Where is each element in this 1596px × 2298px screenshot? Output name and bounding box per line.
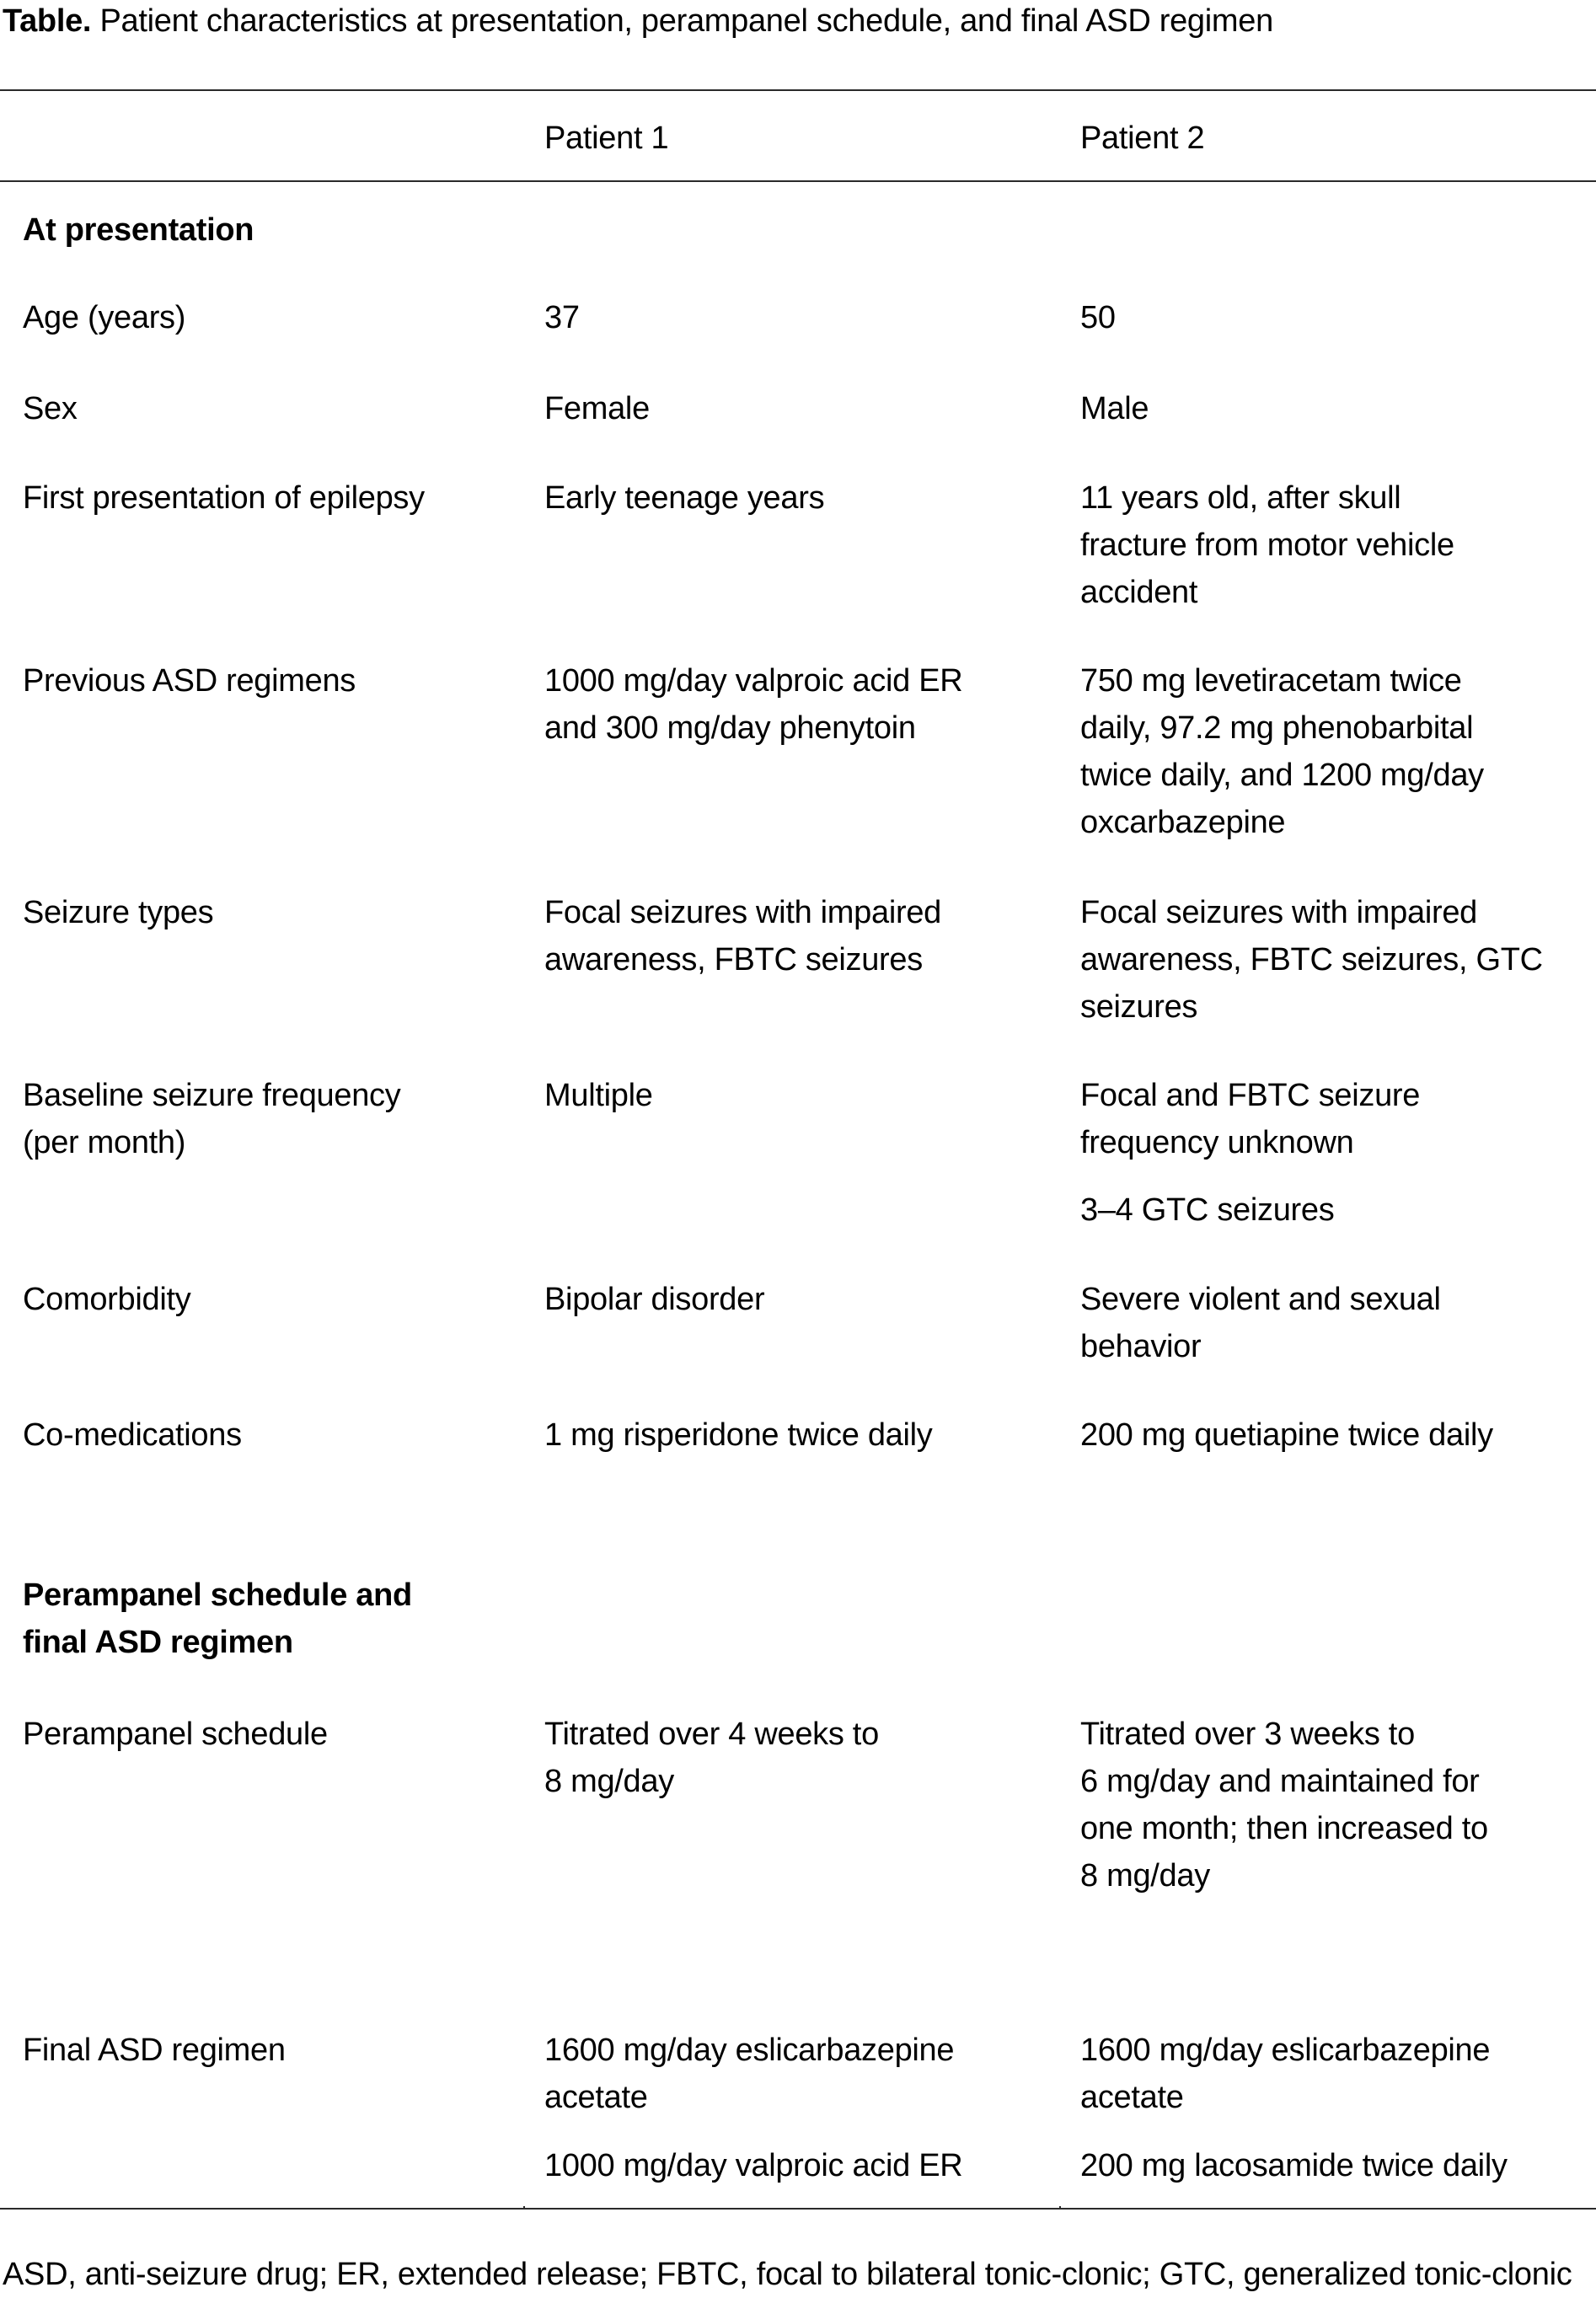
cell-line: 1000 mg/day valproic acid ER	[544, 2148, 963, 2183]
row-label-first-presentation	[23, 474, 425, 522]
cell-line: twice daily, and 1200 mg/day	[1080, 758, 1484, 793]
cell-line: Titrated over 3 weeks to	[1080, 1717, 1415, 1752]
label-line: Baseline seizure frequency	[23, 1078, 401, 1113]
cell-p1-age	[544, 294, 580, 341]
cell-line: 750 mg levetiracetam twice	[1080, 663, 1462, 699]
column-header-patient-2: Patient 2	[1080, 121, 1205, 156]
cell-line: Focal and FBTC seizure	[1080, 1078, 1421, 1113]
row-label-co-medications	[23, 1411, 242, 1459]
caption-text: Patient characteristics at presentation, perampanel schedule, and final ASD regimen	[99, 3, 1273, 39]
label-line: Seizure types	[23, 895, 214, 930]
cell-p2-first-presentation	[1080, 474, 1454, 616]
cell-p2-sex	[1080, 385, 1149, 432]
cell-line: Multiple	[544, 1078, 653, 1113]
cell-p2-final-asd	[1080, 2027, 1490, 2121]
row-label-sex	[23, 385, 78, 432]
label-line: Final ASD regimen	[23, 2033, 286, 2068]
label-line: Age (years)	[23, 300, 186, 335]
cell-p2-final-asd-second	[1080, 2142, 1508, 2189]
cell-line: fracture from motor vehicle	[1080, 528, 1454, 563]
row-label-baseline-frequency	[23, 1072, 400, 1166]
cell-p1-final-asd	[544, 2027, 954, 2121]
cell-line: Bipolar disorder	[544, 1282, 765, 1317]
cell-line: awareness, FBTC seizures	[544, 942, 923, 978]
label-line: (per month)	[23, 1125, 186, 1160]
cell-p1-previous-asd	[544, 657, 962, 752]
cell-line: 200 mg lacosamide twice daily	[1080, 2148, 1508, 2183]
cell-line: oxcarbazepine	[1080, 805, 1286, 840]
cell-p2-age	[1080, 294, 1116, 341]
cell-line: 1000 mg/day valproic acid ER	[544, 663, 963, 699]
row-label-comorbidity	[23, 1276, 190, 1323]
label-line: Comorbidity	[23, 1282, 191, 1317]
cell-line: acetate	[544, 2080, 648, 2115]
section-title-line: final ASD regimen	[23, 1625, 293, 1660]
section-title-line: At presentation	[23, 212, 254, 248]
cell-p1-co-medications	[544, 1411, 932, 1459]
cell-line: 3–4 GTC seizures	[1080, 1192, 1335, 1228]
cell-line: behavior	[1080, 1329, 1202, 1364]
cell-line: Female	[544, 391, 650, 426]
cell-p1-first-presentation	[544, 474, 824, 522]
cell-line: seizures	[1080, 989, 1198, 1025]
caption-label: Table.	[3, 3, 92, 39]
row-label-age	[23, 294, 185, 341]
cell-line: accident	[1080, 575, 1198, 610]
cell-p1-seizure-types	[544, 889, 941, 983]
label-line: Perampanel schedule	[23, 1717, 328, 1752]
column-tick	[1059, 2206, 1061, 2210]
cell-p1-baseline-frequency	[544, 1072, 653, 1119]
cell-line: 11 years old, after skull	[1080, 480, 1401, 516]
cell-line: frequency unknown	[1080, 1125, 1354, 1160]
cell-line: 200 mg quetiapine twice daily	[1080, 1417, 1493, 1453]
row-label-perampanel-schedule	[23, 1711, 328, 1758]
cell-line: Focal seizures with impaired	[1080, 895, 1477, 930]
header-rule	[0, 180, 1596, 182]
row-label-final-asd	[23, 2027, 286, 2074]
cell-line: 1 mg risperidone twice daily	[544, 1417, 933, 1453]
column-tick	[523, 2206, 525, 2210]
label-line: Previous ASD regimens	[23, 663, 356, 699]
cell-line: 8 mg/day	[544, 1764, 674, 1799]
row-label-seizure-types	[23, 889, 213, 936]
cell-line: and 300 mg/day phenytoin	[544, 710, 916, 746]
cell-p1-comorbidity	[544, 1276, 764, 1323]
cell-line: one month; then increased to	[1080, 1811, 1488, 1846]
cell-line: 50	[1080, 300, 1116, 335]
section-title-at-presentation	[23, 206, 254, 254]
label-line: Sex	[23, 391, 78, 426]
bottom-rule	[0, 2208, 1596, 2210]
column-header-patient-1: Patient 1	[544, 121, 669, 156]
label-line: Co-medications	[23, 1417, 242, 1453]
cell-line: 8 mg/day	[1080, 1858, 1210, 1894]
cell-p2-baseline-frequency-gtc	[1080, 1186, 1334, 1234]
cell-p2-comorbidity	[1080, 1276, 1441, 1370]
cell-line: Early teenage years	[544, 480, 825, 516]
cell-line: 6 mg/day and maintained for	[1080, 1764, 1480, 1799]
top-rule	[0, 89, 1596, 91]
cell-p2-seizure-types	[1080, 889, 1543, 1031]
table-caption	[3, 0, 1273, 45]
cell-line: daily, 97.2 mg phenobarbital	[1080, 710, 1474, 746]
label-line: First presentation of epilepsy	[23, 480, 425, 516]
table-footnote: ASD, anti-seizure drug; ER, extended release; FBTC, focal to bilateral tonic-clonic; GTC, generalized tonic-clonic	[3, 2257, 1572, 2292]
section-title-perampanel	[23, 1572, 412, 1666]
cell-line: acetate	[1080, 2080, 1184, 2115]
cell-p2-baseline-frequency	[1080, 1072, 1420, 1166]
cell-p2-perampanel-schedule	[1080, 1711, 1488, 1899]
cell-line: Male	[1080, 391, 1149, 426]
cell-p1-perampanel-schedule	[544, 1711, 879, 1805]
cell-p2-co-medications	[1080, 1411, 1493, 1459]
cell-p1-final-asd-second	[544, 2142, 962, 2189]
cell-line: 1600 mg/day eslicarbazepine	[544, 2033, 955, 2068]
cell-p2-previous-asd	[1080, 657, 1484, 846]
cell-line: Severe violent and sexual	[1080, 1282, 1441, 1317]
section-title-line: Perampanel schedule and	[23, 1578, 412, 1613]
cell-line: 37	[544, 300, 580, 335]
cell-line: Focal seizures with impaired	[544, 895, 941, 930]
cell-line: Titrated over 4 weeks to	[544, 1717, 879, 1752]
cell-line: awareness, FBTC seizures, GTC	[1080, 942, 1543, 978]
cell-p1-sex	[544, 385, 650, 432]
row-label-previous-asd	[23, 657, 356, 704]
cell-line: 1600 mg/day eslicarbazepine	[1080, 2033, 1491, 2068]
